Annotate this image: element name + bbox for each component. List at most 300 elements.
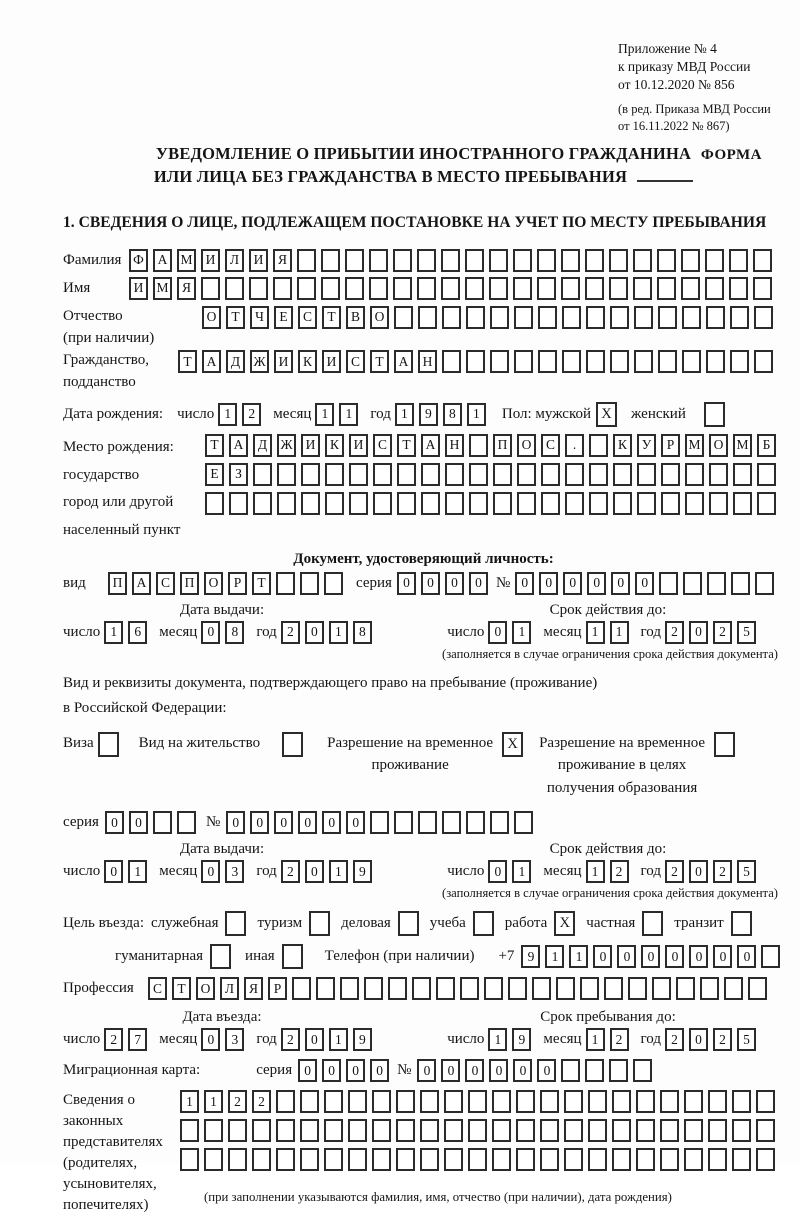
char-cell[interactable]: [732, 1090, 751, 1113]
char-cell[interactable]: [755, 572, 774, 595]
char-cell[interactable]: [756, 1119, 775, 1142]
char-cell[interactable]: [445, 492, 464, 515]
char-cell[interactable]: [730, 350, 749, 373]
char-cell[interactable]: 1: [545, 945, 564, 968]
char-cell[interactable]: 0: [689, 860, 708, 883]
char-cell[interactable]: Л: [220, 977, 239, 1000]
char-cell[interactable]: 1: [586, 621, 605, 644]
char-cell[interactable]: 0: [201, 860, 220, 883]
char-cell[interactable]: [609, 277, 628, 300]
char-cell[interactable]: 5: [737, 621, 756, 644]
char-cell[interactable]: [613, 492, 632, 515]
char-cell[interactable]: [436, 977, 455, 1000]
char-cell[interactable]: [420, 1090, 439, 1113]
char-cell[interactable]: 0: [689, 621, 708, 644]
char-cell[interactable]: [396, 1090, 415, 1113]
char-cell[interactable]: [229, 492, 248, 515]
char-cell[interactable]: [708, 1119, 727, 1142]
char-cell[interactable]: [709, 492, 728, 515]
char-cell[interactable]: [636, 1148, 655, 1171]
char-cell[interactable]: М: [177, 249, 196, 272]
char-cell[interactable]: 1: [586, 860, 605, 883]
char-cell[interactable]: 2: [713, 621, 732, 644]
char-cell[interactable]: [628, 977, 647, 1000]
char-cell[interactable]: 1: [467, 403, 486, 426]
char-cell[interactable]: [633, 1059, 652, 1082]
char-cell[interactable]: [609, 1059, 628, 1082]
char-cell[interactable]: 0: [322, 1059, 341, 1082]
char-cell[interactable]: [729, 277, 748, 300]
char-cell[interactable]: 0: [515, 572, 534, 595]
char-cell[interactable]: А: [132, 572, 151, 595]
char-cell[interactable]: [532, 977, 551, 1000]
char-cell[interactable]: [180, 1148, 199, 1171]
char-cell[interactable]: К: [613, 434, 632, 457]
char-cell[interactable]: [540, 1119, 559, 1142]
char-cell[interactable]: С: [373, 434, 392, 457]
char-cell[interactable]: Н: [445, 434, 464, 457]
char-cell[interactable]: [349, 463, 368, 486]
char-cell[interactable]: Р: [268, 977, 287, 1000]
char-cell[interactable]: [252, 1119, 271, 1142]
char-cell[interactable]: [705, 277, 724, 300]
char-cell[interactable]: 2: [228, 1090, 247, 1113]
char-cell[interactable]: [564, 1119, 583, 1142]
char-cell[interactable]: Ж: [250, 350, 269, 373]
char-cell[interactable]: [729, 249, 748, 272]
char-cell[interactable]: [301, 463, 320, 486]
char-cell[interactable]: 1: [569, 945, 588, 968]
char-cell[interactable]: П: [180, 572, 199, 595]
char-cell[interactable]: [580, 977, 599, 1000]
char-cell[interactable]: [421, 463, 440, 486]
char-cell[interactable]: [372, 1090, 391, 1113]
char-cell[interactable]: [610, 306, 629, 329]
char-cell[interactable]: 9: [353, 1028, 372, 1051]
char-cell[interactable]: 0: [305, 1028, 324, 1051]
char-cell[interactable]: [508, 977, 527, 1000]
char-cell[interactable]: [660, 1119, 679, 1142]
char-cell[interactable]: [661, 463, 680, 486]
char-cell[interactable]: Е: [205, 463, 224, 486]
char-cell[interactable]: 0: [346, 811, 365, 834]
char-cell[interactable]: 9: [419, 403, 438, 426]
char-cell[interactable]: [541, 463, 560, 486]
char-cell[interactable]: [348, 1148, 367, 1171]
char-cell[interactable]: 1: [395, 403, 414, 426]
char-cell[interactable]: 0: [322, 811, 341, 834]
char-cell[interactable]: А: [153, 249, 172, 272]
char-cell[interactable]: [730, 306, 749, 329]
char-cell[interactable]: [753, 277, 772, 300]
char-cell[interactable]: [565, 492, 584, 515]
char-cell[interactable]: Т: [226, 306, 245, 329]
char-cell[interactable]: [177, 811, 196, 834]
char-cell[interactable]: [612, 1090, 631, 1113]
char-cell[interactable]: [685, 463, 704, 486]
char-cell[interactable]: У: [637, 434, 656, 457]
char-cell[interactable]: [276, 1090, 295, 1113]
char-cell[interactable]: Ж: [277, 434, 296, 457]
char-cell[interactable]: 3: [225, 1028, 244, 1051]
char-cell[interactable]: [417, 249, 436, 272]
purpose-humanitarian-checkbox[interactable]: [210, 944, 231, 969]
char-cell[interactable]: [321, 249, 340, 272]
char-cell[interactable]: [517, 463, 536, 486]
char-cell[interactable]: [369, 277, 388, 300]
char-cell[interactable]: [300, 1119, 319, 1142]
char-cell[interactable]: [682, 350, 701, 373]
char-cell[interactable]: [349, 492, 368, 515]
char-cell[interactable]: [468, 1090, 487, 1113]
residence-permit-checkbox[interactable]: [282, 732, 303, 757]
char-cell[interactable]: [756, 1090, 775, 1113]
char-cell[interactable]: [325, 492, 344, 515]
char-cell[interactable]: 0: [105, 811, 124, 834]
char-cell[interactable]: [441, 249, 460, 272]
char-cell[interactable]: [421, 492, 440, 515]
char-cell[interactable]: [724, 977, 743, 1000]
char-cell[interactable]: [324, 1090, 343, 1113]
char-cell[interactable]: 2: [713, 860, 732, 883]
char-cell[interactable]: [373, 492, 392, 515]
char-cell[interactable]: [340, 977, 359, 1000]
char-cell[interactable]: [297, 277, 316, 300]
char-cell[interactable]: [516, 1090, 535, 1113]
char-cell[interactable]: 0: [346, 1059, 365, 1082]
char-cell[interactable]: [444, 1090, 463, 1113]
char-cell[interactable]: [417, 277, 436, 300]
char-cell[interactable]: Е: [274, 306, 293, 329]
char-cell[interactable]: [397, 492, 416, 515]
char-cell[interactable]: [538, 306, 557, 329]
char-cell[interactable]: О: [202, 306, 221, 329]
char-cell[interactable]: [469, 492, 488, 515]
char-cell[interactable]: М: [733, 434, 752, 457]
char-cell[interactable]: [277, 492, 296, 515]
char-cell[interactable]: [540, 1090, 559, 1113]
char-cell[interactable]: 0: [129, 811, 148, 834]
char-cell[interactable]: А: [421, 434, 440, 457]
char-cell[interactable]: Н: [418, 350, 437, 373]
char-cell[interactable]: [589, 463, 608, 486]
char-cell[interactable]: [561, 1059, 580, 1082]
char-cell[interactable]: О: [204, 572, 223, 595]
char-cell[interactable]: [657, 277, 676, 300]
char-cell[interactable]: [541, 492, 560, 515]
char-cell[interactable]: С: [156, 572, 175, 595]
char-cell[interactable]: [556, 977, 575, 1000]
char-cell[interactable]: [316, 977, 335, 1000]
char-cell[interactable]: 0: [689, 945, 708, 968]
char-cell[interactable]: [588, 1148, 607, 1171]
char-cell[interactable]: О: [370, 306, 389, 329]
char-cell[interactable]: [585, 1059, 604, 1082]
char-cell[interactable]: 2: [252, 1090, 271, 1113]
char-cell[interactable]: [748, 977, 767, 1000]
char-cell[interactable]: [706, 306, 725, 329]
char-cell[interactable]: И: [349, 434, 368, 457]
char-cell[interactable]: [634, 306, 653, 329]
char-cell[interactable]: 0: [250, 811, 269, 834]
char-cell[interactable]: [514, 350, 533, 373]
char-cell[interactable]: Ф: [129, 249, 148, 272]
char-cell[interactable]: [588, 1090, 607, 1113]
char-cell[interactable]: [637, 492, 656, 515]
purpose-study-checkbox[interactable]: [473, 911, 494, 936]
char-cell[interactable]: 0: [563, 572, 582, 595]
char-cell[interactable]: [372, 1148, 391, 1171]
visa-checkbox[interactable]: [98, 732, 119, 757]
char-cell[interactable]: Т: [322, 306, 341, 329]
char-cell[interactable]: [469, 463, 488, 486]
char-cell[interactable]: [204, 1119, 223, 1142]
char-cell[interactable]: 7: [128, 1028, 147, 1051]
char-cell[interactable]: [562, 350, 581, 373]
char-cell[interactable]: 0: [539, 572, 558, 595]
char-cell[interactable]: [538, 350, 557, 373]
purpose-tourism-checkbox[interactable]: [309, 911, 330, 936]
char-cell[interactable]: 1: [218, 403, 237, 426]
char-cell[interactable]: [490, 811, 509, 834]
purpose-other-checkbox[interactable]: [282, 944, 303, 969]
char-cell[interactable]: [442, 811, 461, 834]
char-cell[interactable]: 9: [353, 860, 372, 883]
char-cell[interactable]: А: [202, 350, 221, 373]
char-cell[interactable]: 0: [465, 1059, 484, 1082]
char-cell[interactable]: П: [108, 572, 127, 595]
char-cell[interactable]: 2: [281, 621, 300, 644]
char-cell[interactable]: 8: [353, 621, 372, 644]
char-cell[interactable]: [732, 1148, 751, 1171]
char-cell[interactable]: [754, 306, 773, 329]
char-cell[interactable]: 2: [281, 1028, 300, 1051]
char-cell[interactable]: [731, 572, 750, 595]
char-cell[interactable]: [637, 463, 656, 486]
char-cell[interactable]: [292, 977, 311, 1000]
char-cell[interactable]: 5: [737, 1028, 756, 1051]
char-cell[interactable]: [393, 249, 412, 272]
char-cell[interactable]: 0: [305, 621, 324, 644]
char-cell[interactable]: Д: [226, 350, 245, 373]
char-cell[interactable]: [301, 492, 320, 515]
char-cell[interactable]: О: [709, 434, 728, 457]
char-cell[interactable]: С: [541, 434, 560, 457]
char-cell[interactable]: [658, 306, 677, 329]
char-cell[interactable]: 1: [204, 1090, 223, 1113]
purpose-official-checkbox[interactable]: [225, 911, 246, 936]
char-cell[interactable]: [348, 1090, 367, 1113]
char-cell[interactable]: 2: [665, 1028, 684, 1051]
char-cell[interactable]: 8: [443, 403, 462, 426]
char-cell[interactable]: [412, 977, 431, 1000]
char-cell[interactable]: 0: [370, 1059, 389, 1082]
char-cell[interactable]: [300, 1148, 319, 1171]
char-cell[interactable]: Я: [244, 977, 263, 1000]
char-cell[interactable]: 6: [128, 621, 147, 644]
char-cell[interactable]: [658, 350, 677, 373]
char-cell[interactable]: О: [196, 977, 215, 1000]
char-cell[interactable]: [634, 350, 653, 373]
char-cell[interactable]: 8: [225, 621, 244, 644]
char-cell[interactable]: [753, 249, 772, 272]
char-cell[interactable]: В: [346, 306, 365, 329]
char-cell[interactable]: Б: [757, 434, 776, 457]
char-cell[interactable]: М: [685, 434, 704, 457]
char-cell[interactable]: [682, 306, 701, 329]
char-cell[interactable]: 2: [610, 1028, 629, 1051]
char-cell[interactable]: [276, 572, 295, 595]
char-cell[interactable]: [537, 249, 556, 272]
char-cell[interactable]: [681, 277, 700, 300]
char-cell[interactable]: М: [153, 277, 172, 300]
char-cell[interactable]: [709, 463, 728, 486]
char-cell[interactable]: [706, 350, 725, 373]
char-cell[interactable]: [565, 463, 584, 486]
char-cell[interactable]: [445, 463, 464, 486]
char-cell[interactable]: [708, 1148, 727, 1171]
char-cell[interactable]: Т: [172, 977, 191, 1000]
char-cell[interactable]: [277, 463, 296, 486]
char-cell[interactable]: 0: [397, 572, 416, 595]
char-cell[interactable]: [589, 492, 608, 515]
char-cell[interactable]: 0: [441, 1059, 460, 1082]
char-cell[interactable]: [418, 811, 437, 834]
char-cell[interactable]: [561, 249, 580, 272]
char-cell[interactable]: Т: [252, 572, 271, 595]
char-cell[interactable]: 0: [641, 945, 660, 968]
char-cell[interactable]: [757, 492, 776, 515]
char-cell[interactable]: Я: [177, 277, 196, 300]
char-cell[interactable]: [276, 1119, 295, 1142]
char-cell[interactable]: 0: [469, 572, 488, 595]
char-cell[interactable]: [348, 1119, 367, 1142]
char-cell[interactable]: [493, 463, 512, 486]
char-cell[interactable]: [683, 572, 702, 595]
char-cell[interactable]: [604, 977, 623, 1000]
char-cell[interactable]: 1: [610, 621, 629, 644]
char-cell[interactable]: [708, 1090, 727, 1113]
char-cell[interactable]: 1: [180, 1090, 199, 1113]
char-cell[interactable]: И: [201, 249, 220, 272]
char-cell[interactable]: Я: [273, 249, 292, 272]
char-cell[interactable]: 2: [713, 1028, 732, 1051]
char-cell[interactable]: Т: [205, 434, 224, 457]
char-cell[interactable]: [300, 1090, 319, 1113]
temp-residence-permit-checkbox[interactable]: X: [502, 732, 523, 757]
char-cell[interactable]: 0: [298, 811, 317, 834]
char-cell[interactable]: 1: [512, 860, 531, 883]
char-cell[interactable]: [441, 277, 460, 300]
char-cell[interactable]: [442, 306, 461, 329]
char-cell[interactable]: 1: [104, 621, 123, 644]
char-cell[interactable]: [661, 492, 680, 515]
char-cell[interactable]: О: [517, 434, 536, 457]
char-cell[interactable]: [609, 249, 628, 272]
char-cell[interactable]: [513, 249, 532, 272]
char-cell[interactable]: [393, 277, 412, 300]
char-cell[interactable]: [468, 1148, 487, 1171]
char-cell[interactable]: [465, 249, 484, 272]
char-cell[interactable]: [612, 1119, 631, 1142]
char-cell[interactable]: 1: [329, 621, 348, 644]
char-cell[interactable]: [369, 249, 388, 272]
char-cell[interactable]: [514, 306, 533, 329]
char-cell[interactable]: 3: [225, 860, 244, 883]
char-cell[interactable]: Р: [228, 572, 247, 595]
char-cell[interactable]: Р: [661, 434, 680, 457]
char-cell[interactable]: З: [229, 463, 248, 486]
char-cell[interactable]: [466, 306, 485, 329]
char-cell[interactable]: 0: [593, 945, 612, 968]
char-cell[interactable]: [659, 572, 678, 595]
char-cell[interactable]: 0: [305, 860, 324, 883]
char-cell[interactable]: 1: [329, 860, 348, 883]
char-cell[interactable]: [684, 1148, 703, 1171]
char-cell[interactable]: [684, 1090, 703, 1113]
char-cell[interactable]: [489, 277, 508, 300]
char-cell[interactable]: [585, 277, 604, 300]
char-cell[interactable]: [756, 1148, 775, 1171]
char-cell[interactable]: 0: [587, 572, 606, 595]
char-cell[interactable]: [564, 1090, 583, 1113]
char-cell[interactable]: 1: [488, 1028, 507, 1051]
char-cell[interactable]: 0: [488, 860, 507, 883]
char-cell[interactable]: 9: [521, 945, 540, 968]
char-cell[interactable]: [372, 1119, 391, 1142]
char-cell[interactable]: [633, 277, 652, 300]
char-cell[interactable]: 0: [737, 945, 756, 968]
char-cell[interactable]: [324, 1148, 343, 1171]
char-cell[interactable]: [253, 463, 272, 486]
char-cell[interactable]: 2: [242, 403, 261, 426]
char-cell[interactable]: 0: [617, 945, 636, 968]
char-cell[interactable]: [397, 463, 416, 486]
char-cell[interactable]: 0: [713, 945, 732, 968]
char-cell[interactable]: [613, 463, 632, 486]
char-cell[interactable]: Т: [397, 434, 416, 457]
char-cell[interactable]: [586, 350, 605, 373]
char-cell[interactable]: [761, 945, 780, 968]
char-cell[interactable]: Л: [225, 249, 244, 272]
char-cell[interactable]: К: [325, 434, 344, 457]
char-cell[interactable]: С: [346, 350, 365, 373]
char-cell[interactable]: И: [129, 277, 148, 300]
char-cell[interactable]: [418, 306, 437, 329]
char-cell[interactable]: 0: [298, 1059, 317, 1082]
char-cell[interactable]: [394, 306, 413, 329]
char-cell[interactable]: Т: [178, 350, 197, 373]
char-cell[interactable]: [513, 277, 532, 300]
char-cell[interactable]: [516, 1148, 535, 1171]
char-cell[interactable]: [396, 1119, 415, 1142]
char-cell[interactable]: [325, 463, 344, 486]
char-cell[interactable]: [612, 1148, 631, 1171]
char-cell[interactable]: 0: [611, 572, 630, 595]
char-cell[interactable]: [468, 1119, 487, 1142]
char-cell[interactable]: 0: [417, 1059, 436, 1082]
char-cell[interactable]: [345, 249, 364, 272]
char-cell[interactable]: [489, 249, 508, 272]
char-cell[interactable]: [204, 1148, 223, 1171]
purpose-transit-checkbox[interactable]: [731, 911, 752, 936]
char-cell[interactable]: И: [274, 350, 293, 373]
char-cell[interactable]: 2: [665, 860, 684, 883]
char-cell[interactable]: 9: [512, 1028, 531, 1051]
char-cell[interactable]: 0: [537, 1059, 556, 1082]
char-cell[interactable]: [517, 492, 536, 515]
char-cell[interactable]: 2: [281, 860, 300, 883]
